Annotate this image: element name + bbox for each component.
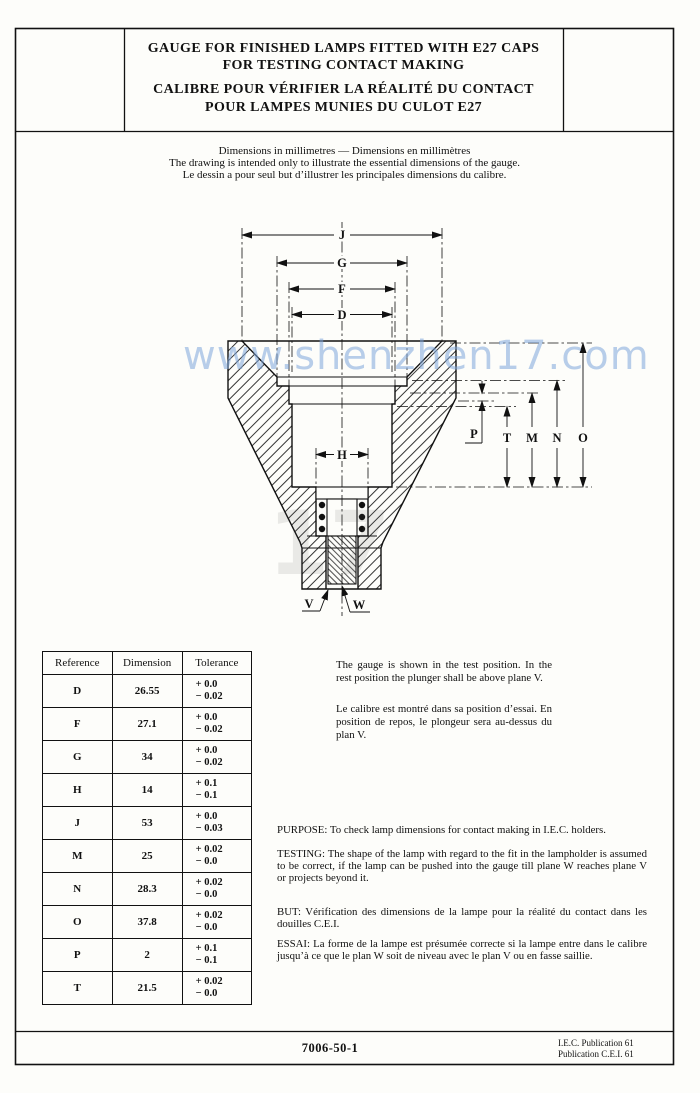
table-row: [43, 741, 252, 774]
cell-dim: 28.3: [112, 873, 182, 906]
label-N: N: [552, 431, 562, 445]
cell-tol: + 0.1 − 0.1: [182, 774, 251, 807]
cell-ref: N: [43, 873, 113, 906]
cell-dim: 26.55: [112, 675, 182, 708]
table-row: [43, 840, 252, 873]
cell-dim: 25: [112, 840, 182, 873]
col-header-dimension: Dimension: [112, 652, 182, 675]
cell-ref: O: [43, 906, 113, 939]
cell-ref: J: [43, 807, 113, 840]
cell-dim: 34: [112, 741, 182, 774]
label-T: T: [502, 431, 512, 445]
col-header-tolerance: Tolerance: [182, 652, 251, 675]
cell-dim: 53: [112, 807, 182, 840]
cell-dim: 37.8: [112, 906, 182, 939]
table-row: [43, 675, 252, 708]
table-row: [43, 906, 252, 939]
cell-ref: D: [43, 675, 113, 708]
label-F: F: [338, 282, 346, 296]
cell-dim: 14: [112, 774, 182, 807]
cell-dim: 2: [112, 939, 182, 972]
label-H: H: [337, 448, 347, 462]
watermark-fragment: 17: [268, 492, 391, 595]
note-purpose: PURPOSE: To check lamp dimensions for contact making in I.E.C. holders.: [277, 823, 606, 836]
title-fr-line1: CALIBRE POUR VÉRIFIER LA RÉALITÉ DU CONTACT: [153, 82, 534, 97]
label-O: O: [578, 431, 588, 445]
table-row: [43, 807, 252, 840]
cell-tol: + 0.1 − 0.1: [182, 939, 251, 972]
cell-tol: + 0.0 − 0.03: [182, 807, 251, 840]
document-number: 7006-50-1: [301, 1041, 359, 1055]
title-en-line1: GAUGE FOR FINISHED LAMPS FITTED WITH E27 CAPS: [147, 41, 540, 56]
note-essai: ESSAI: La forme de la lampe est présumée correcte si la lampe entre dans le calibre jusqu’à ce que le plan W soit de niveau avec le plan V ou en fasse saillie.: [277, 937, 647, 962]
note-but: BUT: Vérification des dimensions de la lampe pour la réalité du contact dans les douilles C.E.I.: [277, 905, 647, 930]
cell-tol: + 0.02 − 0.0: [182, 873, 251, 906]
subtitle-line3: Le dessin a pour seul but d’illustrer les principales dimensions du calibre.: [182, 169, 507, 181]
title-fr-line2: POUR LAMPES MUNIES DU CULOT E27: [205, 100, 482, 115]
cell-ref: T: [43, 972, 113, 1005]
cell-ref: F: [43, 708, 113, 741]
label-G: G: [337, 256, 347, 270]
label-J: J: [338, 228, 346, 242]
publication-reference: [558, 1038, 634, 1060]
label-D: D: [337, 308, 347, 322]
publication-line1: I.E.C. Publication 61: [558, 1038, 634, 1048]
dimension-table: [42, 651, 252, 1005]
cell-tol: + 0.0 − 0.02: [182, 741, 251, 774]
title-en-line2: FOR TESTING CONTACT MAKING: [222, 58, 465, 73]
cell-tol: + 0.02 − 0.0: [182, 906, 251, 939]
label-P: P: [470, 427, 478, 441]
cell-ref: H: [43, 774, 113, 807]
watermark-text: www.shenzhen17.com: [183, 333, 650, 379]
cell-ref: P: [43, 939, 113, 972]
cell-tol: + 0.02 − 0.0: [182, 840, 251, 873]
cell-tol: + 0.02 − 0.0: [182, 972, 251, 1005]
table-row: [43, 873, 252, 906]
cell-ref: M: [43, 840, 113, 873]
table-row: [43, 774, 252, 807]
note-position-fr: Le calibre est montré dans sa position d’essai. En position de repos, le plongeur sera au-dessus du plan V.: [336, 702, 552, 741]
table-row: [43, 939, 252, 972]
cell-dim: 27.1: [112, 708, 182, 741]
subtitle-line2: The drawing is intended only to illustrate the essential dimensions of the gauge.: [168, 157, 520, 169]
publication-line2: Publication C.E.I. 61: [558, 1049, 634, 1059]
cell-tol: + 0.0 − 0.02: [182, 675, 251, 708]
table-row: [43, 708, 252, 741]
label-M: M: [526, 431, 538, 445]
note-position-en: The gauge is shown in the test position. In the rest position the plunger shall be above plane V.: [336, 658, 552, 684]
cell-dim: 21.5: [112, 972, 182, 1005]
cell-ref: G: [43, 741, 113, 774]
table-row: [43, 972, 252, 1005]
note-testing: TESTING: The shape of the lamp with regard to the fit in the lampholder is assumed to be correct, if the lamp can be pushed into the gauge till plane W reaches plane V or projects beyond it.: [277, 847, 647, 884]
subtitle-line1: Dimensions in millimetres — Dimensions en millimètres: [218, 145, 471, 157]
label-W: W: [352, 598, 366, 612]
col-header-reference: Reference: [43, 652, 113, 675]
label-V: V: [304, 597, 314, 611]
table-header-row: [43, 652, 252, 675]
cell-tol: + 0.0 − 0.02: [182, 708, 251, 741]
